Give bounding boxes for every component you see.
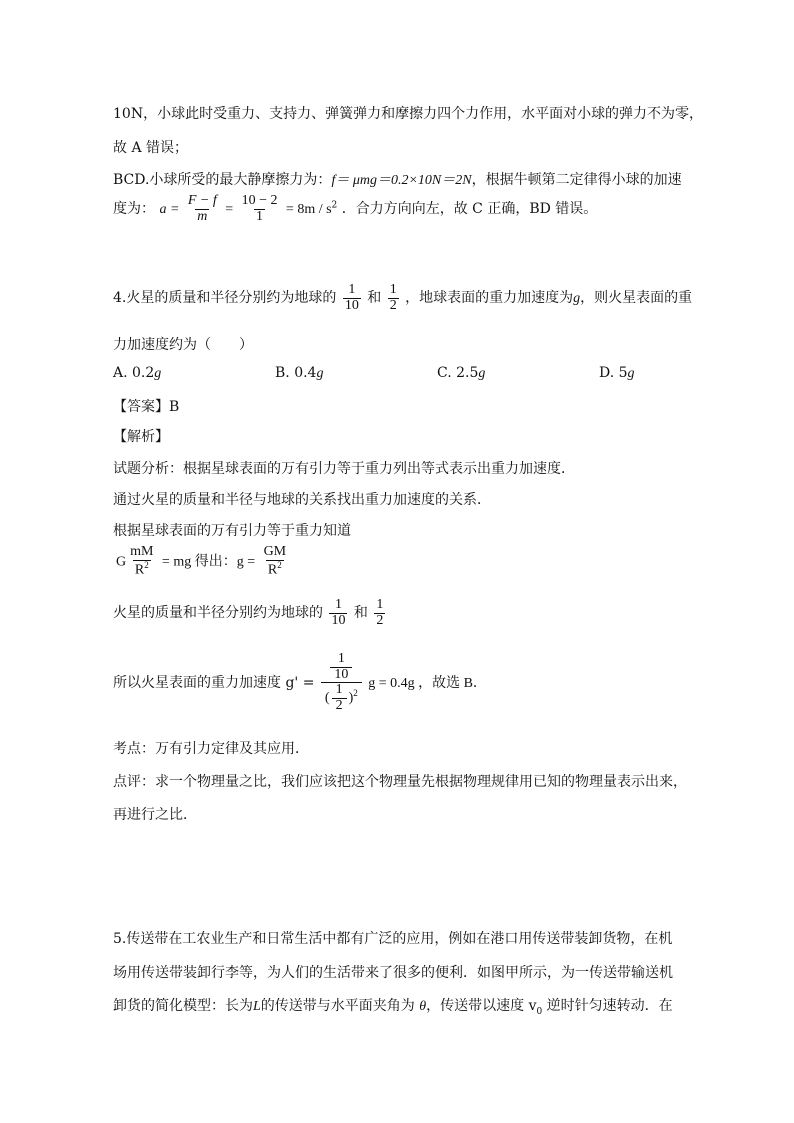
dianping-line-2: 再进行之比． [113, 807, 197, 823]
dianping-line-1: 点评：求一个物理量之比，我们应该把这个物理量先根据物理规律用已知的物理量表示出来， [113, 774, 687, 790]
gravity-equation: G $\frac{mM}{R^2}$ = mg 得出：g = $\frac{GM}{R^2}$ [116, 544, 287, 578]
mass-radius-line: 火星的质量和半径分别约为地球的 $\frac{1}{10}$ 和 $\frac{1}{2}$ [113, 597, 384, 628]
q5-line-3: 卸货的简化模型：长为L的传送带与水平面夹角为 θ，传送带以速度 $v_0$ 逆时针匀速转动．在 [113, 998, 673, 1017]
analysis-heading: 【解析】 [113, 429, 169, 445]
fraction-force: $\frac{F - f}{m}$ [187, 193, 217, 224]
prev-line-3: BCD.小球所受的最大静摩擦力为：f＝ μmg＝0.2×10N＝2N，根据牛顿第二定律得小球的加速 [113, 172, 682, 188]
fraction-GM-R2: $\frac{GM}{R^2}$ [263, 544, 287, 578]
fraction-mass-ratio: $\frac{1}{10}$ [344, 282, 359, 313]
fraction-mM-R2: $\frac{mM}{R^2}$ [130, 544, 154, 578]
option-b: B. 0.4g [275, 365, 324, 381]
fraction-mass: $\frac{1}{10}$ [331, 597, 346, 628]
kaodian-line: 考点：万有引力定律及其应用． [113, 741, 309, 757]
fraction-radius-ratio: $\frac{1}{2}$ [389, 282, 397, 313]
q5-line-2: 场用传送带装卸行李等，为人们的生活带来了很多的便利．如图甲所示，为一传送带输送机 [113, 965, 673, 981]
analysis-line-1: 试题分析：根据星球表面的万有引力等于重力列出等式表示出重力加速度． [113, 461, 575, 477]
fraction-radius: $\frac{1}{2}$ [376, 597, 384, 628]
prev-line-4: 度为： a = $\frac{F - f}{m}$ = $\frac{10 - 2}{1}$ = $8m / s^2$ ．合力方向向左，故 C 正确，BD 错误。 [113, 193, 598, 224]
fraction-values: $\frac{10 - 2}{1}$ [241, 193, 278, 224]
q4-stem-line-2: 力加速度约为（ ） [113, 337, 253, 353]
answer-label: 【答案】B [113, 399, 180, 415]
analysis-line-3: 根据星球表面的万有引力等于重力知道 [113, 523, 351, 539]
analysis-line-2: 通过火星的质量和半径与地球的关系找出重力加速度的关系． [113, 492, 491, 508]
prev-line-1: 10N，小球此时受重力、支持力、弹簧弹力和摩擦力四个力作用，水平面对小球的弹力不为零， [113, 106, 704, 122]
fraction-result: $\frac{1}{10}$ ( $\frac{1}{2}$ )$^2$ [321, 652, 362, 714]
q4-stem: 4.火星的质量和半径分别约为地球的 $\frac{1}{10}$ 和 $\frac{1}{2}$ ，地球表面的重力加速度为g，则火星表面的重 [113, 282, 693, 313]
option-c: C. 2.5g [437, 365, 486, 381]
option-a: A. 0.2g [113, 365, 162, 381]
friction-formula: f＝ μmg＝0.2×10N＝2N [331, 173, 472, 188]
result-equation: 所以火星表面的重力加速度 g' = $\frac{1}{10}$ ( $\frac{1}{2}$ )$^2$ g = 0.4g ，故选 B． [113, 651, 487, 714]
q5-line-1: 5.传送带在工农业生产和日常生活中都有广泛的应用，例如在港口用传送带装卸货物，在机 [113, 931, 673, 947]
option-d: D. 5g [599, 365, 635, 381]
prev-line-2: 故 A 错误； [113, 140, 189, 156]
